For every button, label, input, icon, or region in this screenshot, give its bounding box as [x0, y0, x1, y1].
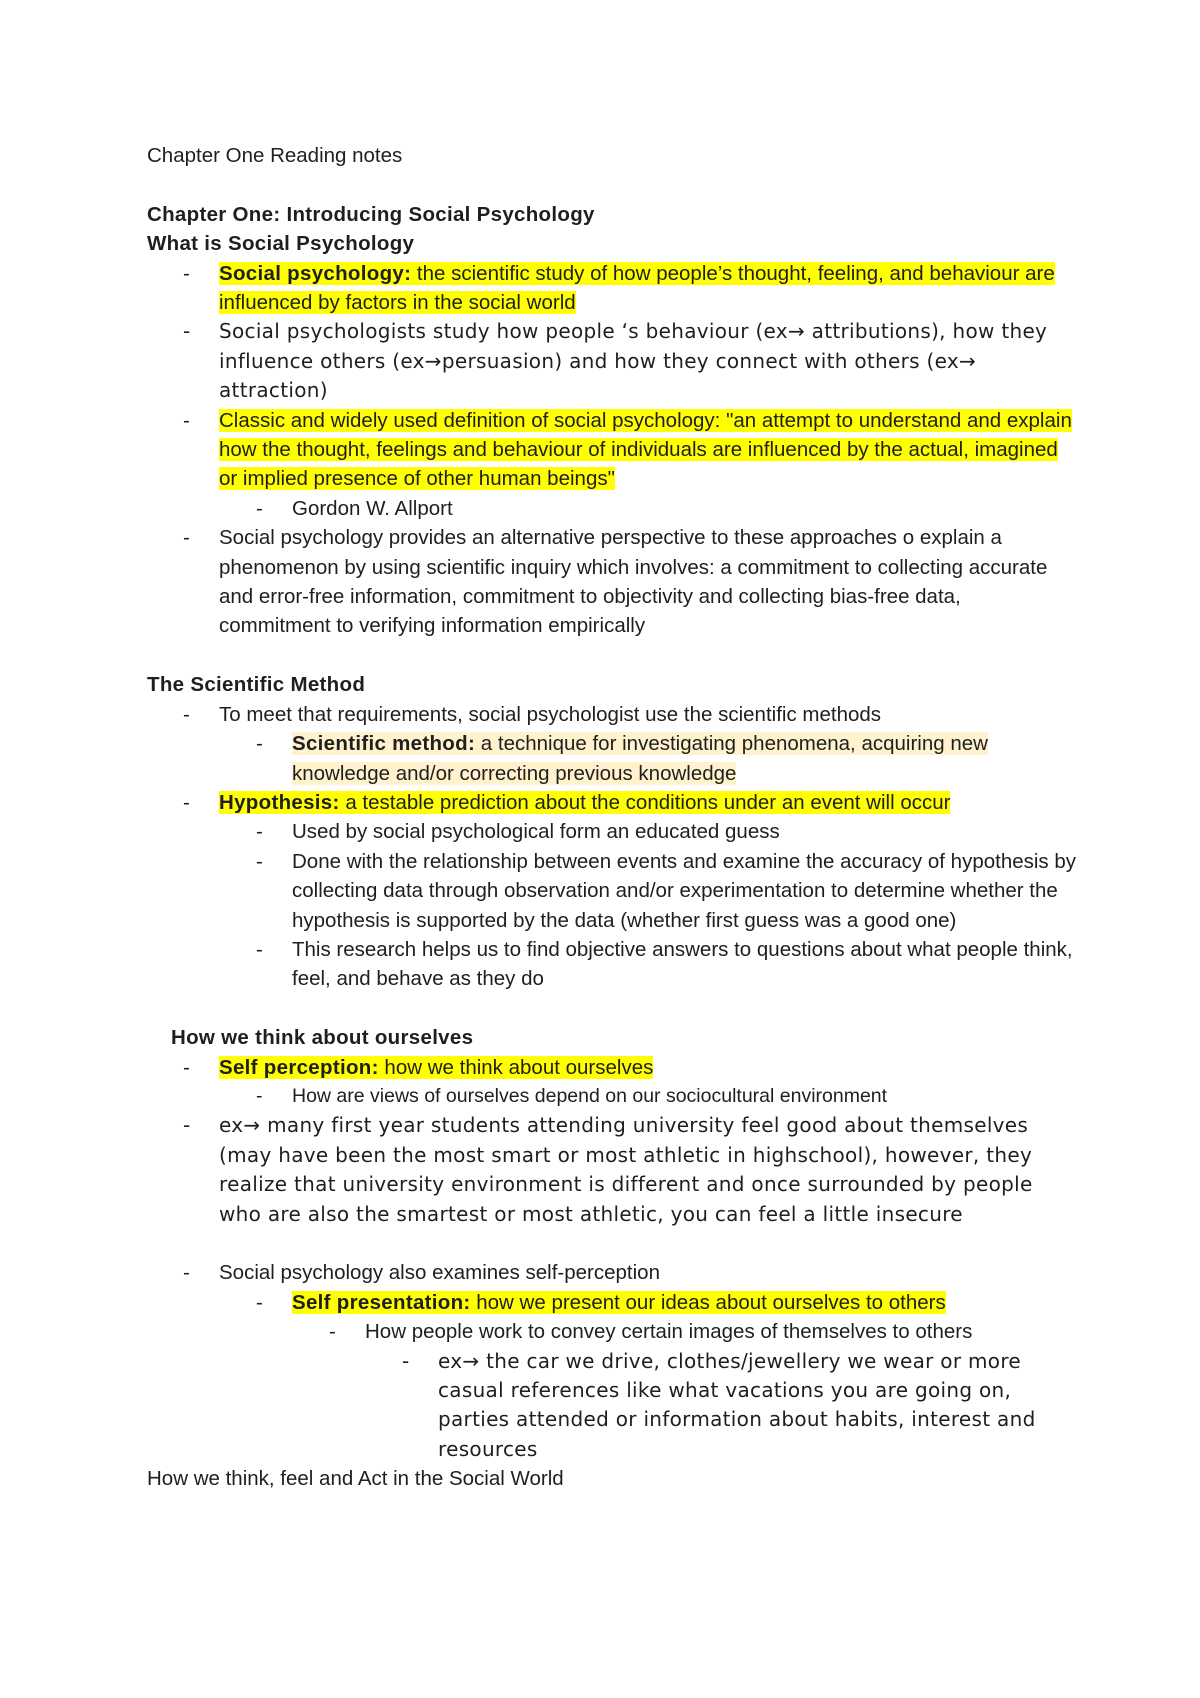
- term: Hypothesis:: [219, 790, 340, 814]
- list-item: [183, 1053, 1077, 1082]
- spacer: [147, 1229, 1077, 1258]
- list-item: [256, 817, 1077, 846]
- spacer: [147, 641, 1077, 670]
- list-item-text: How are views of ourselves depend on our sociocultural environment: [292, 1084, 888, 1107]
- list-item-text: Done with the relationship between events and examine the accuracy of hypothesis by collecting data through observation and/or experimentation to determine whether the hypothesis is supported by the data (whether first guess was a good one): [292, 849, 1077, 932]
- definition: how we think about ourselves: [378, 1055, 654, 1079]
- document-page: [147, 141, 1077, 1494]
- term: Self presentation:: [292, 1290, 471, 1314]
- bullet-dash: -: [183, 1113, 191, 1138]
- bullet-dash: -: [402, 1348, 410, 1373]
- list-item: [183, 788, 1077, 817]
- bullet-dash: -: [183, 526, 190, 550]
- bullet-dash: -: [183, 1055, 190, 1079]
- page-footer-title: How we think, feel and Act in the Social World: [147, 1467, 564, 1491]
- list-item-text: ex→ many first year students attending university feel good about themselves (may have been the most smart or most athletic in highschool), however, they realize that university environment is different and once surrounded by people who are also the smartest or most athletic, you can feel a little insecure: [219, 1113, 1033, 1226]
- list-item: [183, 406, 1077, 494]
- spacer: [147, 994, 1077, 1023]
- bullet-dash: -: [183, 1261, 190, 1285]
- bullet-dash: -: [256, 849, 263, 873]
- bullet-dash: -: [256, 496, 263, 520]
- list-item: [256, 847, 1077, 935]
- list-item: [256, 935, 1077, 994]
- section-heading: The Scientific Method: [147, 673, 366, 697]
- term: Self perception:: [219, 1055, 379, 1079]
- spacer: [147, 170, 1077, 199]
- definition: a testable prediction about the conditions under an event will occur: [339, 790, 951, 814]
- list-item: [183, 1111, 1077, 1229]
- definition: how we present our ideas about ourselves to others: [470, 1290, 946, 1314]
- list-item-text: How people work to convey certain images of themselves to others: [365, 1320, 973, 1344]
- list-item: [183, 523, 1077, 641]
- list-item: [256, 494, 1077, 523]
- section-heading: Chapter One: Introducing Social Psychology: [147, 202, 595, 226]
- bullet-dash: -: [183, 702, 190, 726]
- list-item-text: Social psychologists study how people ‘s behaviour (ex→ attributions), how they influence others (ex→persuasion) and how they connect with others (ex→ attraction): [219, 319, 1048, 403]
- bullet-dash: -: [183, 261, 190, 285]
- list-item-text: Classic and widely used definition of social psychology: "an attempt to understand and explain how the thought, feelings and behaviour of individuals are influenced by the actual, imagined or implied presence of other human beings": [219, 408, 1072, 491]
- list-item: [183, 259, 1077, 318]
- bullet-dash: -: [256, 732, 263, 756]
- bullet-dash: -: [256, 937, 263, 961]
- section-subheading: What is Social Psychology: [147, 232, 415, 256]
- definition: the scientific study of how people’s thought, feeling, and behaviour are influenced by factors in the social world: [219, 261, 1055, 315]
- doc-title: Chapter One Reading notes: [147, 144, 403, 167]
- term: Scientific method:: [292, 732, 476, 756]
- list-item: [183, 1258, 1077, 1287]
- list-item: [183, 317, 1077, 405]
- term: Social psychology:: [219, 261, 412, 285]
- list-item: [256, 1082, 1077, 1111]
- bullet-dash: -: [329, 1320, 336, 1344]
- bullet-dash: -: [183, 319, 191, 344]
- bullet-dash: -: [256, 820, 263, 844]
- list-item-text: Social psychology also examines self-perception: [219, 1261, 660, 1285]
- bullet-dash: -: [256, 1084, 263, 1107]
- section-heading: How we think about ourselves: [171, 1026, 474, 1050]
- list-item: [402, 1347, 1077, 1465]
- bullet-dash: -: [183, 790, 190, 814]
- list-item: [256, 1288, 1077, 1317]
- list-item: [256, 729, 1077, 788]
- list-item-text: Used by social psychological form an educated guess: [292, 820, 780, 844]
- list-item-text: Social psychology provides an alternative perspective to these approaches o explain a phenomenon by using scientific inquiry which involves: a commitment to collecting accurate and error-free information, commitment to objectivity and collecting bias-free data, commitment to verifying information empirically: [219, 526, 1048, 638]
- list-item: [183, 700, 1077, 729]
- definition: a technique for investigating phenomena, acquiring new knowledge and/or correcting previous knowledge: [292, 732, 988, 785]
- list-item-text: ex→ the car we drive, clothes/jewellery we wear or more casual references like what vacations you are going on, parties attended or information about habits, interest and resources: [438, 1348, 1036, 1461]
- list-item-text: This research helps us to find objective answers to questions about what people think, feel, and behave as they do: [292, 937, 1073, 991]
- list-item-text: To meet that requirements, social psychologist use the scientific methods: [219, 702, 882, 726]
- list-item-text: Gordon W. Allport: [292, 496, 453, 520]
- bullet-dash: -: [183, 408, 190, 432]
- list-item: [329, 1317, 1077, 1346]
- bullet-dash: -: [256, 1290, 263, 1314]
